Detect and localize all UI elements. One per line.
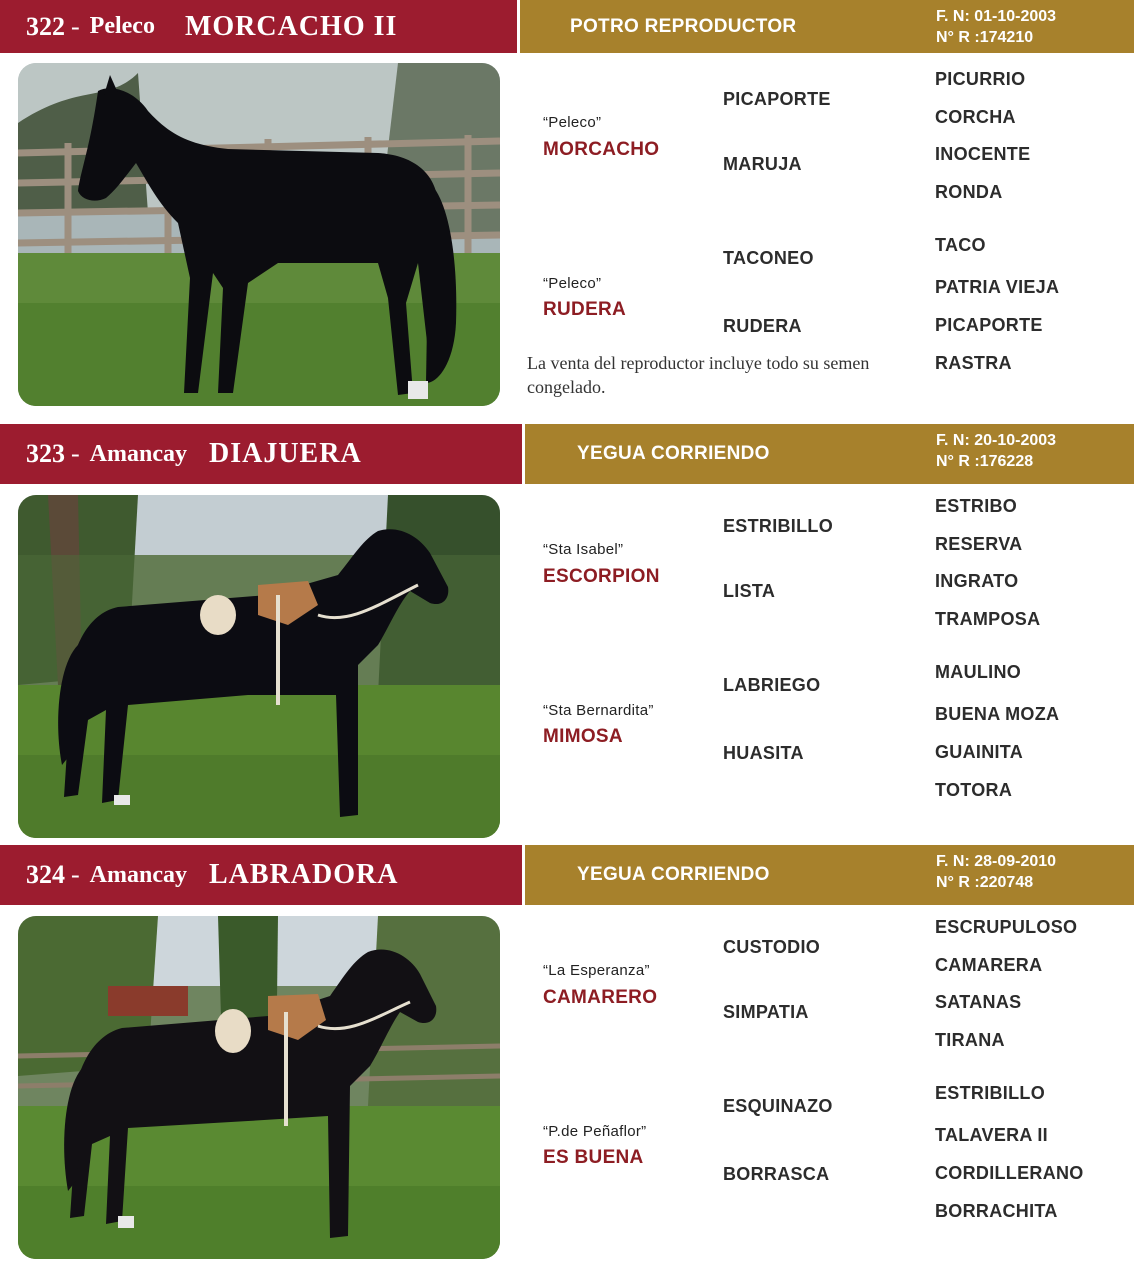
sire-name: CAMARERO [543,987,658,1008]
sire-breeder: “Peleco” [543,114,602,131]
gp-8: TOTORA [935,780,1013,800]
lot-separator: - [71,860,80,889]
lot-number: 324 [26,860,65,889]
gp-1: ESTRIBO [935,496,1018,516]
sire-sire: CUSTODIO [723,937,821,957]
gp-6: BUENA MOZA [935,704,1060,724]
lot-type-bar [525,845,1134,905]
gp-5: ESTRIBILLO [935,1083,1045,1103]
sire-name: MORCACHO [543,139,660,160]
dam-sire: TACONEO [723,248,814,268]
gp-1: PICURRIO [935,69,1026,89]
horse-photo [18,63,500,406]
lot-322 [0,0,1134,421]
lot-type-bar [520,0,1134,53]
lot-breeder: Peleco [89,13,155,39]
sire-name: ESCORPION [543,566,660,587]
gp-7: PICAPORTE [935,315,1043,335]
gp-7: CORDILLERANO [935,1163,1084,1183]
lot-324 [0,845,1134,1266]
gp-5: TACO [935,235,986,255]
sale-note: La venta del reproductor incluye todo su semen congelado. [527,353,870,397]
dam-sire: ESQUINAZO [723,1096,833,1116]
sire-breeder: “Sta Isabel” [543,541,624,558]
gp-2: CORCHA [935,107,1016,127]
horse-type: POTRO REPRODUCTOR [570,16,797,37]
lot-number: 322 [26,11,65,41]
birth-date: F. N: 28-09-2010 [936,853,1057,870]
gp-2: RESERVA [935,534,1023,554]
gp-8: RASTRA [935,353,1012,373]
horse-name: DIAJUERA [209,438,362,469]
registry-info [936,430,1056,472]
dam-breeder: “P.de Peñaflor” [543,1123,647,1140]
horse-photo [18,495,500,838]
dam-name: MIMOSA [543,726,623,747]
dam-dam: RUDERA [723,316,802,336]
horse-name: MORCACHO II [184,10,398,42]
gp-7: GUAINITA [935,742,1024,762]
sire-sire: PICAPORTE [723,89,831,109]
lot-type-bar [525,424,1134,484]
horse-type: YEGUA CORRIENDO [577,864,770,885]
lot-breeder: Amancay [89,440,187,467]
dam-sire: LABRIEGO [723,675,821,695]
gp-5: MAULINO [935,662,1022,682]
dam-name: ES BUENA [543,1147,644,1168]
dam-dam: BORRASCA [723,1164,830,1184]
gp-4: TIRANA [935,1030,1005,1050]
gp-3: INOCENTE [935,144,1031,164]
registry-number: N° R :176228 [936,453,1034,470]
lot-header [0,424,522,484]
lot-separator: - [71,439,80,468]
gp-3: SATANAS [935,992,1022,1012]
registry-info [936,6,1056,48]
horse-type: YEGUA CORRIENDO [577,443,770,464]
sire-dam: MARUJA [723,154,802,174]
sire-dam: LISTA [723,581,776,601]
lot-separator: - [71,11,80,41]
gp-4: RONDA [935,182,1003,202]
sire-breeder: “La Esperanza” [543,962,650,979]
gp-4: TRAMPOSA [935,609,1041,629]
registry-number: N° R :174210 [936,29,1034,46]
dam-dam: HUASITA [723,743,804,763]
dam-breeder: “Sta Bernardita” [543,702,654,719]
lot-header [0,0,517,53]
sire-sire: ESTRIBILLO [723,516,833,536]
gp-8: BORRACHITA [935,1201,1058,1221]
gp-1: ESCRUPULOSO [935,917,1078,937]
lot-323 [0,424,1134,845]
birth-date: F. N: 01-10-2003 [936,8,1057,25]
lot-breeder: Amancay [89,861,187,888]
horse-photo [18,916,500,1259]
saddled-horse-photo-icon [18,495,500,838]
gp-2: CAMARERA [935,955,1043,975]
dam-breeder: “Peleco” [543,275,602,292]
birth-date: F. N: 20-10-2003 [936,432,1057,449]
dam-name: RUDERA [543,299,627,320]
registry-number: N° R :220748 [936,874,1034,891]
gp-3: INGRATO [935,571,1019,591]
sire-dam: SIMPATIA [723,1002,809,1022]
registry-info [936,851,1056,893]
horse-name: LABRADORA [209,859,399,890]
lot-number: 323 [26,439,65,468]
gp-6: PATRIA VIEJA [935,277,1060,297]
saddled-horse-photo-icon [18,916,500,1259]
horse-photo-icon [18,63,500,406]
lot-header [0,845,522,905]
gp-6: TALAVERA II [935,1125,1048,1145]
